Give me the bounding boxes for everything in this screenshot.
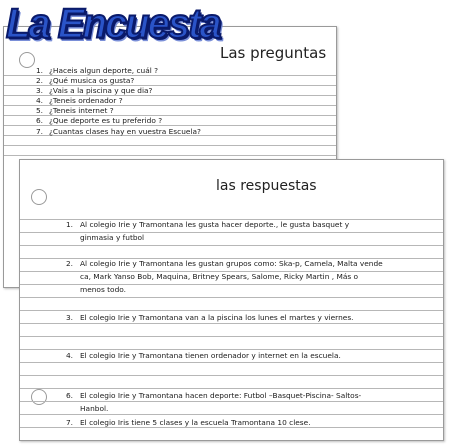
question-text: ¿Teneis ordenador ? <box>49 96 123 106</box>
question-number: 5. <box>35 106 43 116</box>
answer-number: 3. <box>65 313 73 322</box>
rule-line <box>20 245 443 246</box>
answer-number: 2. <box>65 259 73 268</box>
rule-line <box>4 145 336 146</box>
question-number: 6. <box>35 116 43 126</box>
answer-item <box>58 311 383 324</box>
question-item <box>30 66 201 76</box>
answer-text: Al colegio Irie y Tramontana les gustan grupos como: Ska-p, Camela, Malta vende ca, Mark Yanso Bob, Maquina, Britney Spears, Salome, Ricky Martin , Más o menos todo. <box>80 259 383 295</box>
answer-number: 1. <box>65 220 73 229</box>
binder-hole <box>31 389 47 405</box>
question-number: 1. <box>35 66 43 75</box>
title-logo: La Encuesta <box>6 0 220 48</box>
question-item <box>30 106 201 116</box>
question-text: ¿Vais a la piscina y que dia? <box>49 86 153 96</box>
question-item <box>30 76 201 86</box>
answer-number: 6. <box>65 391 73 400</box>
question-text: ¿Que deporte es tu preferido ? <box>49 116 163 126</box>
answers-sheet <box>19 159 444 441</box>
binder-hole <box>31 189 47 205</box>
question-text: ¿Cuantas clases hay en vuestra Escuela? <box>49 126 201 136</box>
question-item <box>30 86 201 96</box>
question-item <box>30 127 201 137</box>
answer-number: 7. <box>65 418 73 427</box>
answer-item <box>58 389 383 415</box>
answer-text: Al colegio Irie y Tramontana les gusta hacer deporte., le gusta basquet y ginmasia y futbol <box>80 220 350 243</box>
rule-line <box>20 336 443 337</box>
answer-text: El colegio Irie y Tramontana tienen ordenador y internet en la escuela. <box>80 351 341 360</box>
questions-heading: Las preguntas <box>220 44 327 62</box>
answer-text: El colegio Irie y Tramontana van a la piscina los lunes el martes y viernes. <box>80 313 354 322</box>
answer-item <box>58 349 383 362</box>
answer-text: El colegio Iris tiene 5 clases y la escuela Tramontana 10 clese. <box>80 418 311 427</box>
question-number: 2. <box>35 76 43 86</box>
answer-number: 4. <box>65 351 73 360</box>
question-item <box>30 96 201 106</box>
question-text: ¿Teneis internet ? <box>49 106 114 116</box>
rule-line <box>20 375 443 376</box>
question-text: ¿Qué musica os gusta? <box>49 76 135 86</box>
question-list <box>30 66 201 137</box>
answer-item <box>58 416 383 429</box>
question-number: 7. <box>35 126 43 136</box>
rule-line <box>20 297 443 298</box>
answers-heading: las respuestas <box>216 178 317 194</box>
question-item <box>30 116 201 126</box>
answer-item <box>58 257 383 297</box>
rule-line <box>4 155 336 156</box>
question-number: 3. <box>35 86 43 96</box>
answer-item <box>58 218 383 244</box>
question-text: ¿Haceis algun deporte, cuál ? <box>49 66 159 75</box>
question-number: 4. <box>35 96 43 106</box>
answer-text: El colegio Irie y Tramontana hacen deporte: Futbol –Basquet-Piscina- Saltos- Hanbol. <box>80 391 362 414</box>
